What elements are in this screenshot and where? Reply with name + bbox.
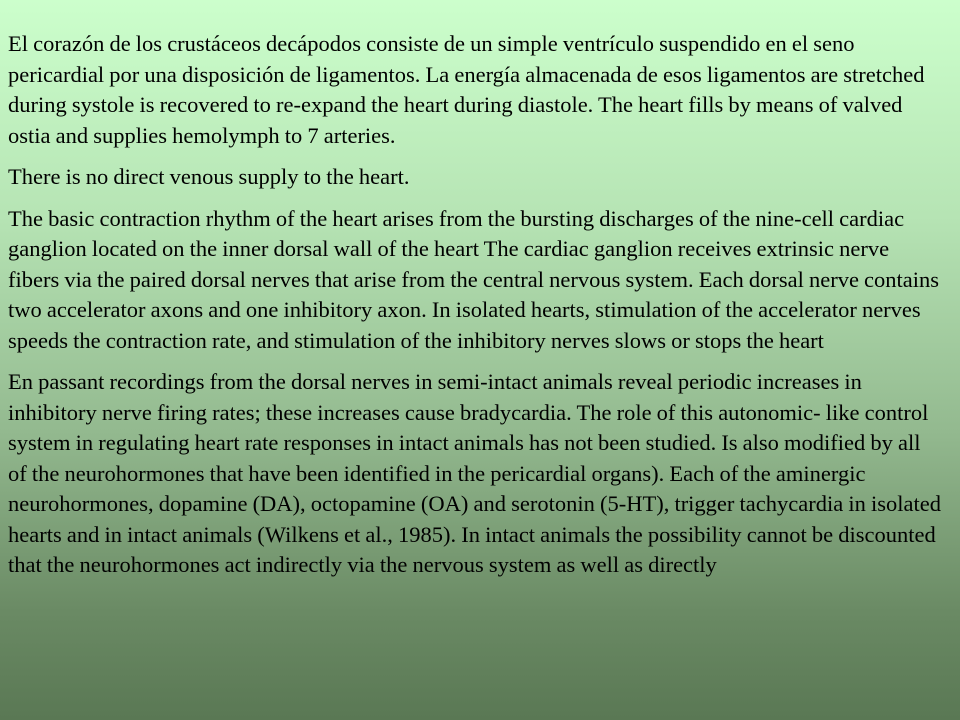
paragraph-crustacean-heart-structure: El corazón de los crustáceos decápodos consiste de un simple ventrículo suspendido en el seno pericardial por una disposición de ligamentos. La energía almacenada de esos ligamentos are stretched during systole is recovered to re-expand the heart during diastole. The heart fills by means of valved ostia and supplies hemolymph to 7 arteries. (8, 31, 925, 148)
paragraph-neurohormones: En passant recordings from the dorsal nerves in semi-intact animals reveal periodic increases in inhibitory nerve firing rates; these increases cause bradycardia. The role of this autonomic- like control system in regulating heart rate responses in intact animals has not been studied. Is also modified by all of the neurohormones that have been identified in the pericardial organs). Each of the aminergic neurohormones, dopamine (DA), octopamine (OA) and serotonin (5-HT), trigger tachycardia in isolated hearts and in intact animals (Wilkens et al., 1985). In intact animals the possibility cannot be discounted that the neurohormones act indirectly via the nervous system as well as directly (8, 369, 941, 577)
paragraph-cardiac-ganglion: The basic contraction rhythm of the heart arises from the bursting discharges of the nine-cell cardiac ganglion located on the inner dorsal wall of the heart The cardiac ganglion receives extrinsic nerve fibers via the paired dorsal nerves that arise from the central nervous system. Each dorsal nerve contains two accelerator axons and one inhibitory axon. In isolated hearts, stimulation of the accelerator nerves speeds the contraction rate, and stimulation of the inhibitory nerves slows or stops the heart (8, 205, 940, 353)
paragraph-venous-supply: There is no direct venous supply to the heart. (8, 164, 410, 189)
